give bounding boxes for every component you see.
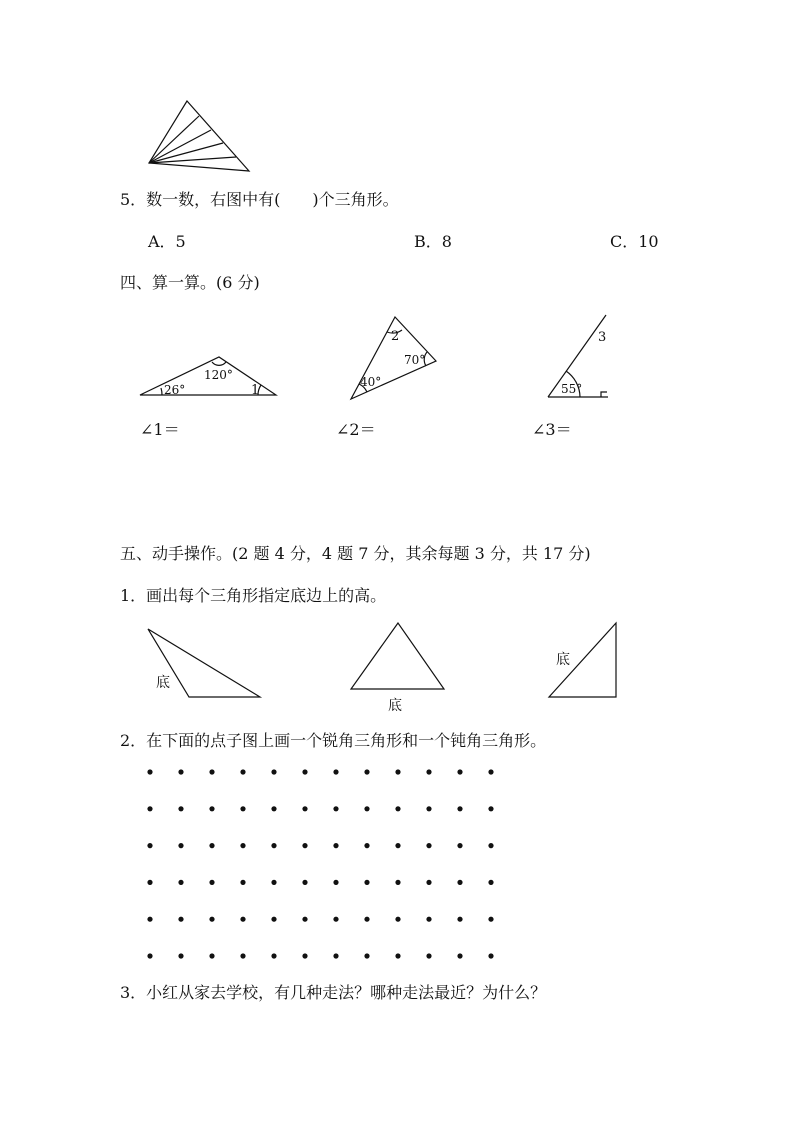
grid-dot[interactable]	[457, 769, 462, 774]
grid-dot[interactable]	[271, 953, 276, 958]
grid-dot[interactable]	[395, 953, 400, 958]
grid-dot[interactable]	[271, 806, 276, 811]
question-5-1: 1．画出每个三角形指定底边上的高。	[120, 586, 387, 605]
grid-dot[interactable]	[426, 880, 431, 885]
grid-dot[interactable]	[488, 843, 493, 848]
grid-dot[interactable]	[178, 843, 183, 848]
grid-dot[interactable]	[488, 806, 493, 811]
angle-label-2: 2	[391, 329, 400, 344]
grid-dot[interactable]	[488, 917, 493, 922]
grid-dot[interactable]	[209, 880, 214, 885]
grid-dot[interactable]	[209, 806, 214, 811]
grid-dot[interactable]	[147, 806, 152, 811]
grid-dot[interactable]	[395, 806, 400, 811]
grid-dot[interactable]	[302, 806, 307, 811]
question-5-3: 3．小红从家去学校，有几种走法？哪种走法最近？为什么？	[120, 983, 547, 1002]
grid-dot[interactable]	[240, 880, 245, 885]
angle-label-70: 70°	[404, 353, 426, 367]
grid-dot[interactable]	[488, 880, 493, 885]
grid-dot[interactable]	[457, 917, 462, 922]
grid-dot[interactable]	[364, 769, 369, 774]
base-label-2: 底	[388, 698, 402, 714]
grid-dot[interactable]	[426, 917, 431, 922]
grid-dot[interactable]	[395, 843, 400, 848]
grid-dot[interactable]	[240, 917, 245, 922]
answer-angle-3: ∠3＝	[532, 420, 572, 439]
question-5-2: 2．在下面的点子图上画一个锐角三角形和一个钝角三角形。	[120, 731, 547, 750]
grid-dot[interactable]	[209, 769, 214, 774]
angle-label-1: 1	[251, 383, 260, 398]
grid-dot[interactable]	[333, 880, 338, 885]
grid-dot[interactable]	[364, 953, 369, 958]
grid-dot[interactable]	[147, 880, 152, 885]
grid-dot[interactable]	[240, 953, 245, 958]
grid-dot[interactable]	[488, 953, 493, 958]
grid-dot[interactable]	[178, 769, 183, 774]
grid-dot[interactable]	[302, 843, 307, 848]
grid-dot[interactable]	[178, 917, 183, 922]
grid-dot[interactable]	[364, 843, 369, 848]
grid-dot[interactable]	[147, 953, 152, 958]
grid-dot[interactable]	[271, 917, 276, 922]
angle-label-3: 3	[598, 330, 607, 345]
grid-dot[interactable]	[271, 843, 276, 848]
grid-dot[interactable]	[209, 843, 214, 848]
grid-dot[interactable]	[271, 880, 276, 885]
grid-dot[interactable]	[426, 769, 431, 774]
angle-label-120: 120°	[204, 368, 233, 382]
grid-dot[interactable]	[178, 806, 183, 811]
grid-dot[interactable]	[271, 769, 276, 774]
grid-dot[interactable]	[147, 917, 152, 922]
angle-label-40: 40°	[360, 375, 382, 389]
grid-dot[interactable]	[395, 917, 400, 922]
option-a: A．5	[148, 232, 186, 251]
grid-dot[interactable]	[302, 880, 307, 885]
grid-dot[interactable]	[147, 769, 152, 774]
grid-dot[interactable]	[426, 806, 431, 811]
grid-dot[interactable]	[333, 843, 338, 848]
grid-dot[interactable]	[147, 843, 152, 848]
angle-label-55: 55°	[561, 382, 583, 396]
angle-label-26: 26°	[164, 383, 186, 397]
base-label-3: 底	[556, 652, 570, 668]
grid-dot[interactable]	[488, 769, 493, 774]
grid-dot[interactable]	[178, 953, 183, 958]
grid-dot[interactable]	[302, 917, 307, 922]
answer-angle-1: ∠1＝	[140, 420, 180, 439]
grid-dot[interactable]	[426, 953, 431, 958]
grid-dot[interactable]	[364, 917, 369, 922]
option-b: B．8	[414, 232, 452, 251]
grid-dot[interactable]	[333, 806, 338, 811]
grid-dot[interactable]	[302, 769, 307, 774]
grid-dot[interactable]	[364, 806, 369, 811]
grid-dot[interactable]	[333, 917, 338, 922]
grid-dot[interactable]	[240, 843, 245, 848]
grid-dot[interactable]	[333, 769, 338, 774]
grid-dot[interactable]	[209, 917, 214, 922]
grid-dot[interactable]	[209, 953, 214, 958]
grid-dot[interactable]	[426, 843, 431, 848]
question-5: 5．数一数，右图中有( )个三角形。	[120, 190, 399, 209]
grid-dot[interactable]	[457, 843, 462, 848]
grid-dot[interactable]	[457, 953, 462, 958]
grid-dot[interactable]	[178, 880, 183, 885]
section-5-title: 五、动手操作。(2 题 4 分，4 题 7 分，其余每题 3 分，共 17 分)	[120, 544, 591, 563]
base-label-1: 底	[156, 675, 170, 691]
grid-dot[interactable]	[395, 769, 400, 774]
option-c: C．10	[610, 232, 659, 251]
answer-angle-2: ∠2＝	[336, 420, 376, 439]
grid-dot[interactable]	[457, 806, 462, 811]
grid-dot[interactable]	[240, 769, 245, 774]
grid-dot[interactable]	[333, 953, 338, 958]
grid-dot[interactable]	[457, 880, 462, 885]
grid-dot[interactable]	[364, 880, 369, 885]
grid-dot[interactable]	[240, 806, 245, 811]
grid-dot[interactable]	[395, 880, 400, 885]
section-4-title: 四、算一算。(6 分)	[120, 273, 260, 292]
grid-dot[interactable]	[302, 953, 307, 958]
